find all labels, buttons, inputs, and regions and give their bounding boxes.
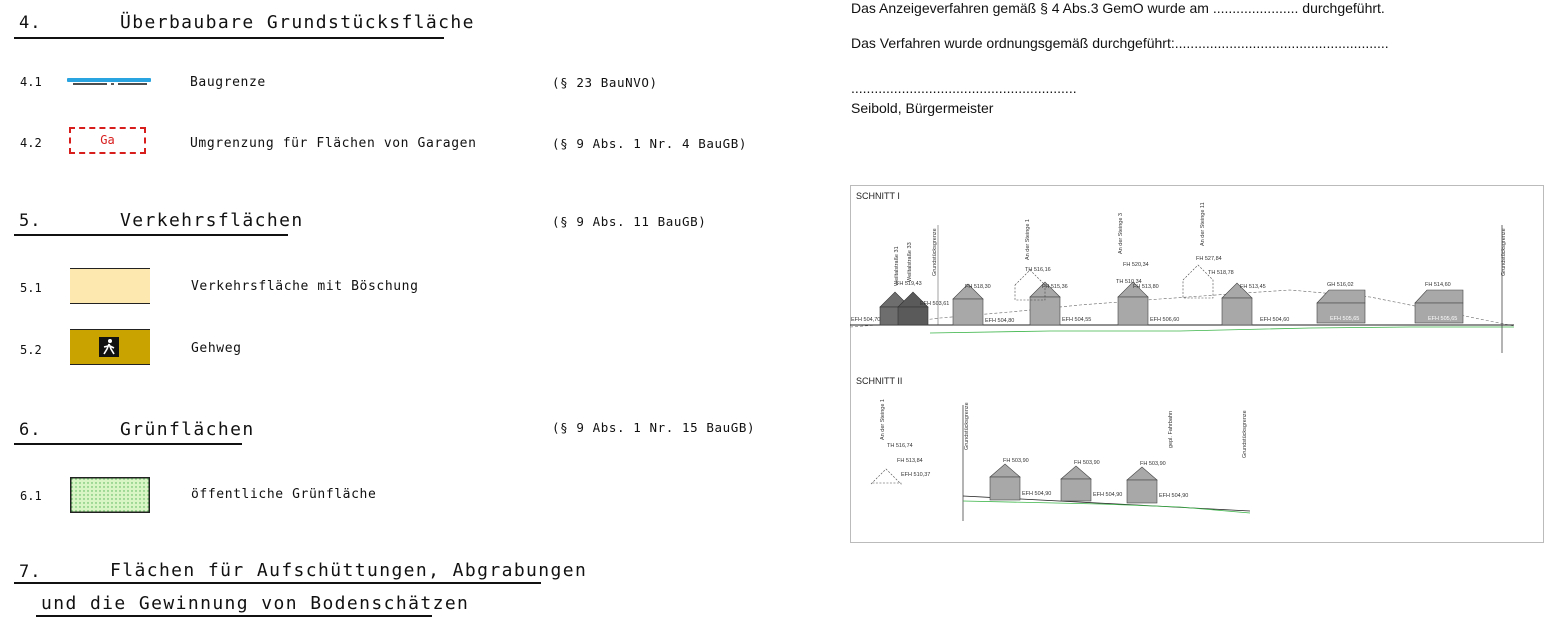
schnitt-2-house-3 <box>1127 467 1157 503</box>
section-7-title-line2: und die Gewinnung von Bodenschätzen <box>41 593 470 614</box>
section-5-title: Verkehrsflächen <box>120 210 304 231</box>
schnitt-1-height-3: TH 516,16 <box>1025 267 1051 273</box>
section-5-number: 5. <box>19 211 42 231</box>
schnitt-1-title: SCHNITT I <box>856 191 900 201</box>
section-6-underline <box>14 443 242 445</box>
schnitt-1-height-5: FH 520,34 <box>1123 262 1149 268</box>
schnitt-2-floor-1: EFH 504,90 <box>1022 491 1052 497</box>
schnitt-2-height-5: FH 503,90 <box>1074 460 1100 466</box>
pedestrian-icon <box>99 337 119 357</box>
schnitt-2-height-4: FH 503,90 <box>1003 458 1029 464</box>
schnitt-2-floor-2: EFH 504,90 <box>1093 492 1123 498</box>
schnitt-1-height-11: GH 516,02 <box>1327 282 1354 288</box>
schnitt-1-floor-1: EFH 504,70 <box>851 317 881 323</box>
schnitt-2-floor-3: EFH 504,90 <box>1159 493 1189 499</box>
schnitt-2-vlabel-1: An der Steinge 1 <box>880 399 886 440</box>
schnitt-2-drawing <box>850 365 1544 543</box>
section-7-underline-2 <box>36 615 432 617</box>
item-4-2-law: (§ 9 Abs. 1 Nr. 4 BauGB) <box>552 136 748 151</box>
schnitt-1-floor-8: EFH 505,65 <box>1428 316 1458 322</box>
section-7-number: 7. <box>19 562 42 582</box>
schnitt-1-house-3 <box>953 284 983 325</box>
schnitt-1-house-4 <box>1015 270 1060 325</box>
section-6-number: 6. <box>19 420 42 440</box>
signature-dots: .......................................................... <box>851 80 1077 96</box>
baugrenze-symbol <box>67 76 153 88</box>
schnitt-2-house-1 <box>990 464 1020 500</box>
schnitt-2-height-3: EFH 510,37 <box>901 472 931 478</box>
schnitt-1-height-6: TH 510,34 <box>1116 279 1142 285</box>
item-6-1-label: öffentliche Grünfläche <box>191 487 377 502</box>
section-4-number: 4. <box>19 13 42 33</box>
item-5-2-number: 5.2 <box>20 343 42 357</box>
section-6-title: Grünflächen <box>120 419 255 440</box>
schnitt-1-height-12: FH 514,60 <box>1425 282 1451 288</box>
schnitt-2-vlabel-2: Grundstücksgrenze <box>964 402 970 450</box>
schnitt-2-height-6: FH 503,90 <box>1140 461 1166 467</box>
schnitt-1-floor-6: EFH 504,60 <box>1260 317 1290 323</box>
section-7-title-line1: Flächen für Aufschüttungen, Abgrabungen <box>110 560 588 581</box>
schnitt-2-vlabel-3: gepl. Fahrbahn <box>1168 411 1174 448</box>
gruenflaeche-symbol <box>70 477 150 513</box>
item-4-2-label: Umgrenzung für Flächen von Garagen <box>190 136 477 151</box>
schnitt-2-house-2 <box>1061 466 1091 501</box>
section-5-underline <box>14 234 288 236</box>
gehweg-symbol <box>70 329 150 365</box>
section-7-underline-1 <box>14 582 541 584</box>
procedure-ok-line: Das Verfahren wurde ordnungsgemäß durchgeführt:....................................................... <box>851 35 1389 51</box>
item-4-2-number: 4.2 <box>20 136 42 150</box>
verkehrsflaeche-symbol <box>70 268 150 304</box>
item-4-1-law: (§ 23 BauNVO) <box>552 75 658 90</box>
schnitt-1-height-4: FH 515,36 <box>1042 284 1068 290</box>
item-5-1-label: Verkehrsfläche mit Böschung <box>191 279 419 294</box>
schnitt-2-title: SCHNITT II <box>856 376 903 386</box>
schnitt-1-height-1: FH 519,43 <box>896 281 922 287</box>
procedure-notice-line: Das Anzeigeverfahren gemäß § 4 Abs.3 GemO wurde am ...................... durchgeführt. <box>851 0 1385 16</box>
schnitt-2-height-2: FH 513,84 <box>897 458 923 464</box>
schnitt-1-floor-4: EFH 504,55 <box>1062 317 1092 323</box>
schnitt-2-height-1: TH 516,74 <box>887 443 913 449</box>
schnitt-1-vlabel-4: An der Steinge 1 <box>1025 219 1031 260</box>
schnitt-1-floor-5: EFH 506,60 <box>1150 317 1180 323</box>
section-4-title: Überbaubare Grundstücksfläche <box>120 12 475 33</box>
schnitt-1-vlabel-7: Grundstücksgrenze <box>1501 228 1507 276</box>
schnitt-1-height-7: FH 513,80 <box>1133 284 1159 290</box>
schnitt-1-vlabel-6: An der Steinge 11 <box>1200 202 1206 246</box>
schnitt-1-floor-7: EFH 505,65 <box>1330 316 1360 322</box>
schnitt-1-vlabel-5: An der Steinge 3 <box>1118 213 1124 254</box>
section-4-underline <box>14 37 444 39</box>
section-5-law: (§ 9 Abs. 11 BauGB) <box>552 214 707 229</box>
schnitt-1-floor-3: EFH 504,80 <box>985 318 1015 324</box>
schnitt-1-height-10: FH 513,45 <box>1240 284 1266 290</box>
item-5-2-label: Gehweg <box>191 341 242 356</box>
signature-name: Seibold, Bürgermeister <box>851 100 994 116</box>
schnitt-1-height-9: TH 518,78 <box>1208 270 1234 276</box>
item-5-1-number: 5.1 <box>20 281 42 295</box>
schnitt-1-height-8: FH 527,84 <box>1196 256 1222 262</box>
item-4-1-label: Baugrenze <box>190 75 266 90</box>
schnitt-1-vlabel-1: Weiltalstraße 31 <box>894 246 900 286</box>
schnitt-1-vlabel-2: Weiltalstraße 33 <box>907 242 913 282</box>
schnitt-1-floor-2: EFH 503,61 <box>920 301 950 307</box>
schnitt-1-drawing <box>850 185 1544 365</box>
schnitt-1-house-dark-2 <box>898 292 928 325</box>
schnitt-1-vlabel-3: Grundstücksgrenze <box>932 228 938 276</box>
schnitt-2-vlabel-4: Grundstücksgrenze <box>1242 410 1248 458</box>
item-6-1-number: 6.1 <box>20 489 42 503</box>
garage-symbol: Ga <box>69 127 146 154</box>
section-6-law: (§ 9 Abs. 1 Nr. 15 BauGB) <box>552 420 756 435</box>
schnitt-1-height-2: FH 518,30 <box>965 284 991 290</box>
item-4-1-number: 4.1 <box>20 75 42 89</box>
